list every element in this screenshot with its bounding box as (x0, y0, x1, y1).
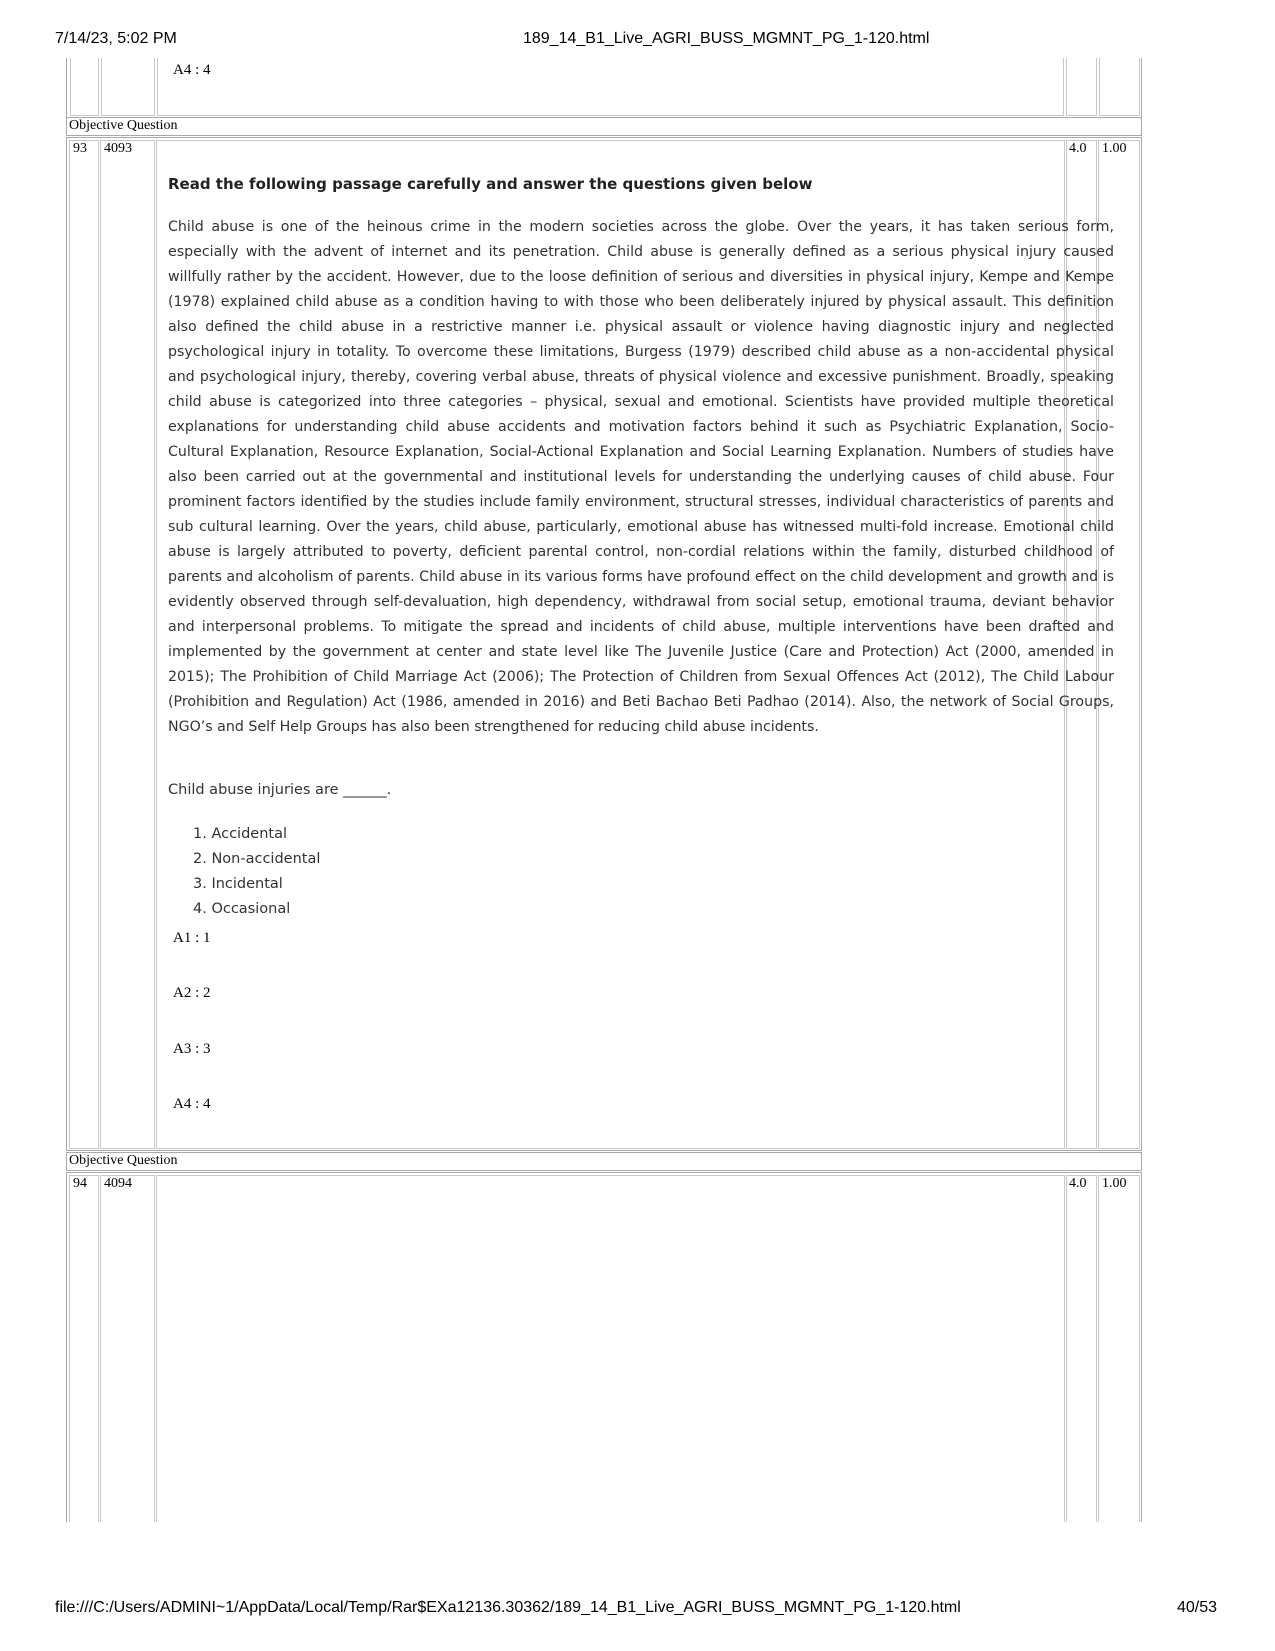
question-body-cell (156, 1175, 1065, 1522)
page-number: 40/53 (1177, 1599, 1218, 1616)
marks: 4.0 (1069, 141, 1087, 156)
passage-text: Child abuse is one of the heinous crime in the modern societies across the globe. Over the years, it has taken serious form, especially with the advent of internet and its penetration. Child abuse is generally defined as a serious physical injury caused willfully rather by the accident. However, due to the loose definition of serious and diversities in physical injury, Kempe and Kempe (1978) explained child abuse as a condition having to with those who been deliberately injured by physical assault. This definition also defined the child abuse in a restrictive manner i.e. physical assault or violence having diagnostic injury and neglected psychological injury in totality. To overcome these limitations, Burgess (1979) described child abuse as a non-accidental physical and psychological injury, thereby, covering verbal abuse, threats of physical violence and excessive punishment. Broadly, speaking child abuse is categorized into three categories – physical, sexual and emotional. Scientists have provided multiple theoretical explanations for understanding child abuse accidents and motivation factors behind it such as Psychiatric Explanation, Socio-Cultural Explanation, Resource Explanation, Social-Actional Explanation and Social Learning Explanation. Numbers of studies have also been carried out at the governmental and institutional levels for understanding the underlying causes of child abuse. Four prominent factors identified by the studies include family environment, structural stresses, individual characteristics of parents and sub cultural learning. Over the years, child abuse, particularly, emotional abuse has witnessed multi-fold increase. Emotional child abuse is largely attributed to poverty, deficient parental control, non-cordial relations within the family, disturbed childhood of parents and alcoholism of parents. Child abuse in its various forms have profound effect on the child development and growth and is evidently observed through self-devaluation, high dependency, withdrawal from social setup, emotional trauma, deviant behavior and interpersonal problems. To mitigate the spread and incidents of child abuse, multiple interventions have been drafted and implemented by the government at center and state level like The Juvenile Justice (Care and Protection) Act (2000, amended in 2015); The Prohibition of Child Marriage Act (2006); The Protection of Children from Sexual Offences Act (2012), The Child Labour (Prohibition and Regulation) Act (1986, amended in 2016) and Beti Bachao Beti Padhao (2014). Also, the network of Social Groups, NGO’s and Self Help Groups has also been strengthened for reducing child abuse incidents. (168, 219, 1114, 735)
qid-cell (100, 140, 155, 1149)
negative-marks: 1.00 (1102, 1176, 1127, 1191)
print-datetime: 7/14/23, 5:02 PM (55, 30, 177, 47)
answer-option-4: A4 : 4 (173, 1096, 211, 1112)
question-id: 4093 (104, 141, 132, 156)
question-stem: Child abuse injuries are ______. (168, 782, 392, 798)
question-type-label: Objective Question (69, 1153, 178, 1168)
negative-marks-cell (1098, 1175, 1140, 1522)
prev-question-cell (157, 58, 1064, 116)
option-4: 4. Occasional (193, 901, 291, 917)
serial-number: 94 (73, 1176, 87, 1191)
negative-marks: 1.00 (1102, 141, 1127, 156)
question-id: 4094 (104, 1176, 132, 1191)
prev-answer-option-4: A4 : 4 (173, 62, 211, 78)
question-type-bar (66, 117, 1142, 136)
sno-cell (69, 140, 99, 1149)
passage-instruction: Read the following passage carefully and answer the questions given below (168, 175, 813, 193)
file-path: file:///C:/Users/ADMINI~1/AppData/Local/Temp/Rar$EXa12136.30362/189_14_B1_Live_AGRI_BUSS_MGMNT_PG_1-120.html (55, 1599, 961, 1616)
answer-option-3: A3 : 3 (173, 1041, 211, 1057)
option-2: 2. Non-accidental (193, 851, 321, 867)
document-title: 189_14_B1_Live_AGRI_BUSS_MGMNT_PG_1-120.html (523, 30, 930, 47)
answer-option-1: A1 : 1 (173, 930, 211, 946)
option-list (193, 822, 320, 922)
answer-option-2: A2 : 2 (173, 985, 211, 1001)
sno-cell (69, 1175, 99, 1522)
marks: 4.0 (1069, 1176, 1087, 1191)
option-1: 1. Accidental (193, 826, 287, 842)
question-type-label: Objective Question (69, 118, 178, 133)
marks-cell (1066, 1175, 1097, 1522)
serial-number: 93 (73, 141, 87, 156)
question-type-bar (66, 1152, 1142, 1171)
option-3: 3. Incidental (193, 876, 283, 892)
qid-cell (100, 1175, 155, 1522)
